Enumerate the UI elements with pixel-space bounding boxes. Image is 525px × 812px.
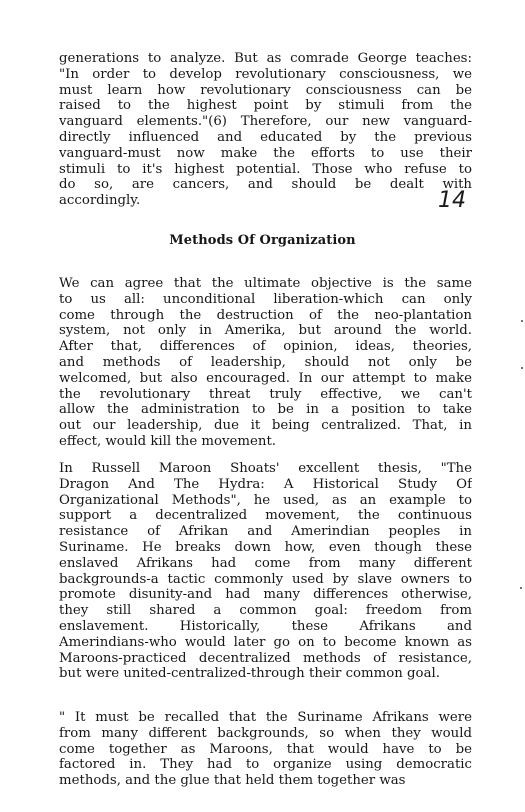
text-line: out our leadership, due it being centralized. That, in [59,418,472,434]
text-line: accordingly. [59,193,141,209]
scan-speck [521,367,523,369]
text-line: vanguard-must now make the efforts to use their [59,145,472,161]
text-line: come through the destruction of the neo-plantation [59,307,472,323]
text-line: promote disunity-and had many differences otherwise, [59,587,472,603]
text-line: to us all: unconditional liberation-which can only [59,291,472,307]
text-line: backgrounds-a tactic commonly used by slave owners to [59,571,472,587]
text-line: allow the administration to be in a position to take [59,402,472,418]
text-line: vanguard elements."(6) Therefore, our new vanguard- [59,114,472,130]
text-line: methods, and the glue that held them together was [59,773,406,789]
text-line: system, not only in Amerika, but around the world. [59,323,472,339]
paragraph-shoats-thesis [59,461,472,682]
text-line: generations to analyze. But as comrade George teaches: [59,51,472,66]
text-line: Organizational Methods", he used, as an example to [59,492,472,508]
text-line: they still shared a common goal: freedom from [59,603,472,619]
text-line: welcomed, but also encouraged. In our attempt to make [59,370,472,386]
text-line: support a decentralized movement, the continuous [59,508,472,524]
paragraph-objective [59,276,472,450]
section-heading: Methods Of Organization [169,233,356,248]
text-line: Maroons-practiced decentralized methods of resistance, [59,650,472,666]
text-line: enslavement. Historically, these Afrikans and [59,618,472,634]
page-number: 14 [438,188,466,213]
text-line: We can agree that the ultimate objective is the same [59,276,472,291]
text-line: resistance of Afrikan and Amerindian peoples in [59,524,472,540]
text-line: enslaved Afrikans had come from many different [59,555,472,571]
text-line: but were united-centralized-through their common goal. [59,666,440,682]
paragraph-intro [59,51,472,209]
text-line: do so, are cancers, and should be dealt with [59,177,472,193]
text-line: After that, differences of opinion, ideas, theories, [59,339,472,355]
text-line: directly influenced and educated by the previous [59,129,472,145]
text-line: Suriname. He breaks down how, even though these [59,539,472,555]
text-line: must learn how revolutionary consciousness can be [59,82,472,98]
text-line: effect, would kill the movement. [59,433,277,449]
text-line: from many different backgrounds, so when they would [59,725,472,741]
text-line: raised to the highest point by stimuli from the [59,98,472,114]
paragraph-quote [59,710,472,789]
text-line: Amerindians-who would later go on to become known as [59,634,472,650]
text-line: the revolutionary threat truly effective, we can't [59,386,472,402]
text-line: Dragon And The Hydra: A Historical Study Of [59,476,472,492]
text-line: come together as Maroons, that would have to be [59,741,472,757]
text-line: "In order to develop revolutionary consciousness, we [59,66,472,82]
text-line: stimuli to it's highest potential. Those who refuse to [59,161,472,177]
text-line: factored in. They had to organize using democratic [59,757,472,773]
scan-speck [520,587,522,589]
text-line: " It must be recalled that the Suriname Afrikans were [59,710,472,725]
scan-speck [521,320,523,322]
text-line: In Russell Maroon Shoats' excellent thesis, "The [59,461,472,476]
text-line: and methods of leadership, should not only be [59,354,472,370]
